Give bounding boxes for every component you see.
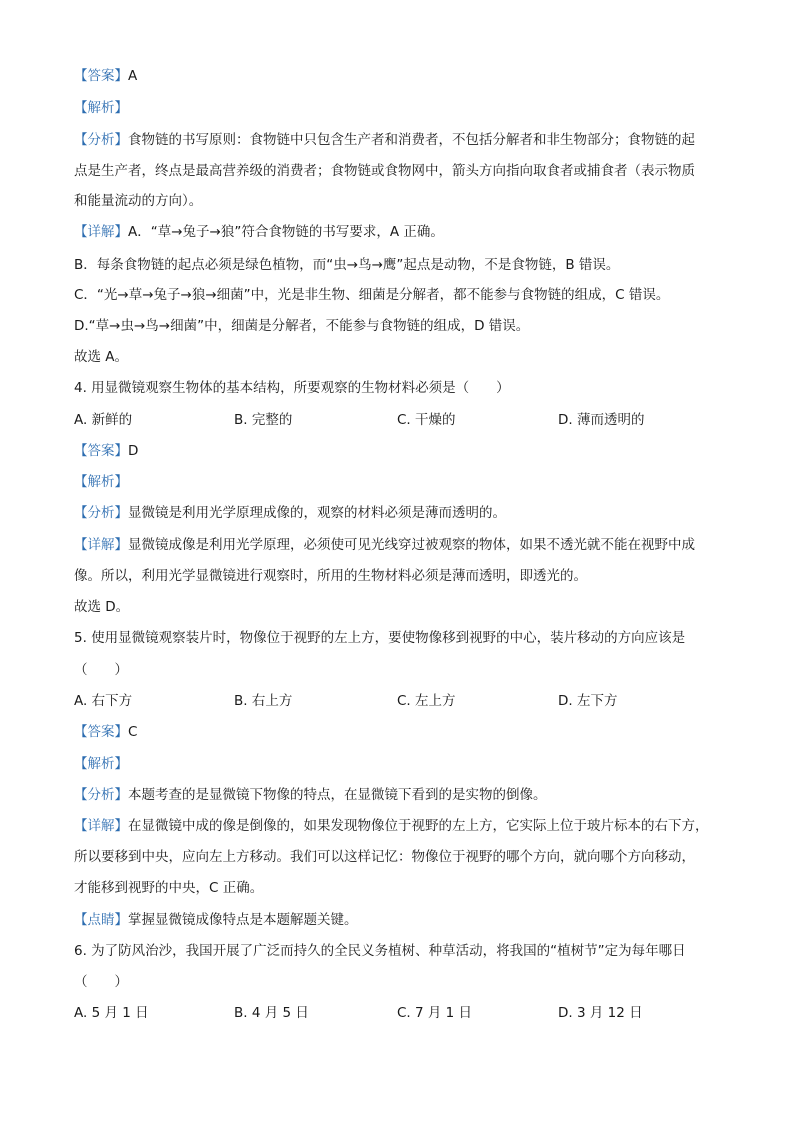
fenxi-label: 【分析】 xyxy=(74,787,128,803)
q4-option-b: B. 完整的 xyxy=(234,412,293,428)
q5-point-text: 掌握显微镜成像特点是本题解题关键。 xyxy=(128,912,358,928)
q3-analysis-heading xyxy=(74,98,128,118)
q3-answer-line xyxy=(74,66,137,86)
answer-label: 【答案】 xyxy=(74,724,128,740)
q3-answer-value: A xyxy=(128,68,138,84)
detail-label: 【详解】 xyxy=(74,224,128,240)
q4-option-d: D. 薄而透明的 xyxy=(558,412,645,428)
q6-option-c: C. 7 月 1 日 xyxy=(397,1005,473,1021)
q6-option-d: D. 3 月 12 日 xyxy=(558,1005,643,1021)
q3-fenxi-line3: 和能量流动的方向）。 xyxy=(74,193,203,209)
analysis-label: 【解析】 xyxy=(74,474,128,490)
q5-fenxi-line xyxy=(74,785,547,805)
q5-answer-line xyxy=(74,722,137,742)
q4-question: 4. 用显微镜观察生物体的基本结构，所要观察的生物材料必须是（ ） xyxy=(74,380,510,396)
q5-options xyxy=(74,691,724,711)
q4-detail-text1: 显微镜成像是利用光学原理，必须使可见光线穿过被观察的物体，如果不透光就不能在视野中成 xyxy=(128,537,695,553)
q5-detail-text1: 在显微镜中成的像是倒像的，如果发现物像位于视野的左上方，它实际上位于玻片标本的右下方， xyxy=(128,818,709,834)
q5-detail-line1 xyxy=(74,816,709,836)
q4-answer-value: D xyxy=(128,443,139,459)
q3-fenxi-line1 xyxy=(74,130,695,150)
q4-detail-line2: 像。所以，利用光学显微镜进行观察时，所用的生物材料必须是薄而透明，即透光的。 xyxy=(74,568,587,584)
q4-answer-line xyxy=(74,441,138,461)
analysis-label: 【解析】 xyxy=(74,756,128,772)
q5-option-d: D. 左下方 xyxy=(558,693,618,709)
fenxi-label: 【分析】 xyxy=(74,132,128,148)
q3-fenxi-text1: 食物链的书写原则：食物链中只包含生产者和消费者，不包括分解者和非生物部分；食物链的起 xyxy=(128,132,695,148)
q6-option-a: A. 5 月 1 日 xyxy=(74,1005,149,1021)
q4-detail-line1 xyxy=(74,535,695,555)
q6-question-line1: 6. 为了防风治沙，我国开展了广泛而持久的全民义务植树、种草活动，将我国的“植树节”定为每年哪日 xyxy=(74,943,686,959)
q5-fenxi-text: 本题考查的是显微镜下物像的特点，在显微镜下看到的是实物的倒像。 xyxy=(128,787,547,803)
q5-detail-line3: 才能移到视野的中央，C 正确。 xyxy=(74,880,264,896)
detail-label: 【详解】 xyxy=(74,537,128,553)
fenxi-label: 【分析】 xyxy=(74,505,128,521)
q5-detail-line2: 所以要移到中央，应向左上方移动。我们可以这样记忆：物像位于视野的哪个方向，就向哪个方向移动， xyxy=(74,849,695,865)
q3-line-d: D.“草→虫→鸟→细菌”中，细菌是分解者，不能参与食物链的组成，D 错误。 xyxy=(74,318,530,334)
q5-option-c: C. 左上方 xyxy=(397,693,456,709)
q3-conclusion: 故选 A。 xyxy=(74,349,129,365)
q4-option-a: A. 新鲜的 xyxy=(74,412,133,428)
q5-option-a: A. 右下方 xyxy=(74,693,133,709)
q4-fenxi-line xyxy=(74,503,506,523)
answer-label: 【答案】 xyxy=(74,68,128,84)
q3-fenxi-line2: 点是生产者，终点是最高营养级的消费者；食物链或食物网中，箭头方向指向取食者或捕食者（表示物质 xyxy=(74,163,695,179)
q5-option-b: B. 右上方 xyxy=(234,693,293,709)
q5-question-line1: 5. 使用显微镜观察装片时，物像位于视野的左上方，要使物像移到视野的中心，装片移动的方向应该是 xyxy=(74,630,686,646)
q4-fenxi-text: 显微镜是利用光学原理成像的，观察的材料必须是薄而透明的。 xyxy=(128,505,506,521)
answer-label: 【答案】 xyxy=(74,443,128,459)
q4-option-c: C. 干燥的 xyxy=(397,412,456,428)
q5-question-line2: （ ） xyxy=(74,662,128,678)
q6-question-line2: （ ） xyxy=(74,974,128,990)
q3-detail-text1: A．“草→兔子→狼”符合食物链的书写要求，A 正确。 xyxy=(128,224,444,240)
q3-detail-line1 xyxy=(74,222,444,242)
q5-analysis-heading xyxy=(74,754,128,774)
q5-answer-value: C xyxy=(128,724,138,740)
q4-conclusion: 故选 D。 xyxy=(74,599,130,615)
q6-options xyxy=(74,1003,724,1023)
q3-line-c: C．“光→草→兔子→狼→细菌”中，光是非生物、细菌是分解者，都不能参与食物链的组成，C 错误。 xyxy=(74,287,670,303)
q6-option-b: B. 4 月 5 日 xyxy=(234,1005,309,1021)
q4-options xyxy=(74,410,724,430)
point-label: 【点睛】 xyxy=(74,912,128,928)
analysis-label: 【解析】 xyxy=(74,100,128,116)
detail-label: 【详解】 xyxy=(74,818,128,834)
q3-line-b: B．每条食物链的起点必须是绿色植物，而“虫→鸟→鹰”起点是动物，不是食物链，B 错误。 xyxy=(74,257,620,273)
q4-analysis-heading xyxy=(74,472,128,492)
q5-point-line xyxy=(74,910,358,930)
